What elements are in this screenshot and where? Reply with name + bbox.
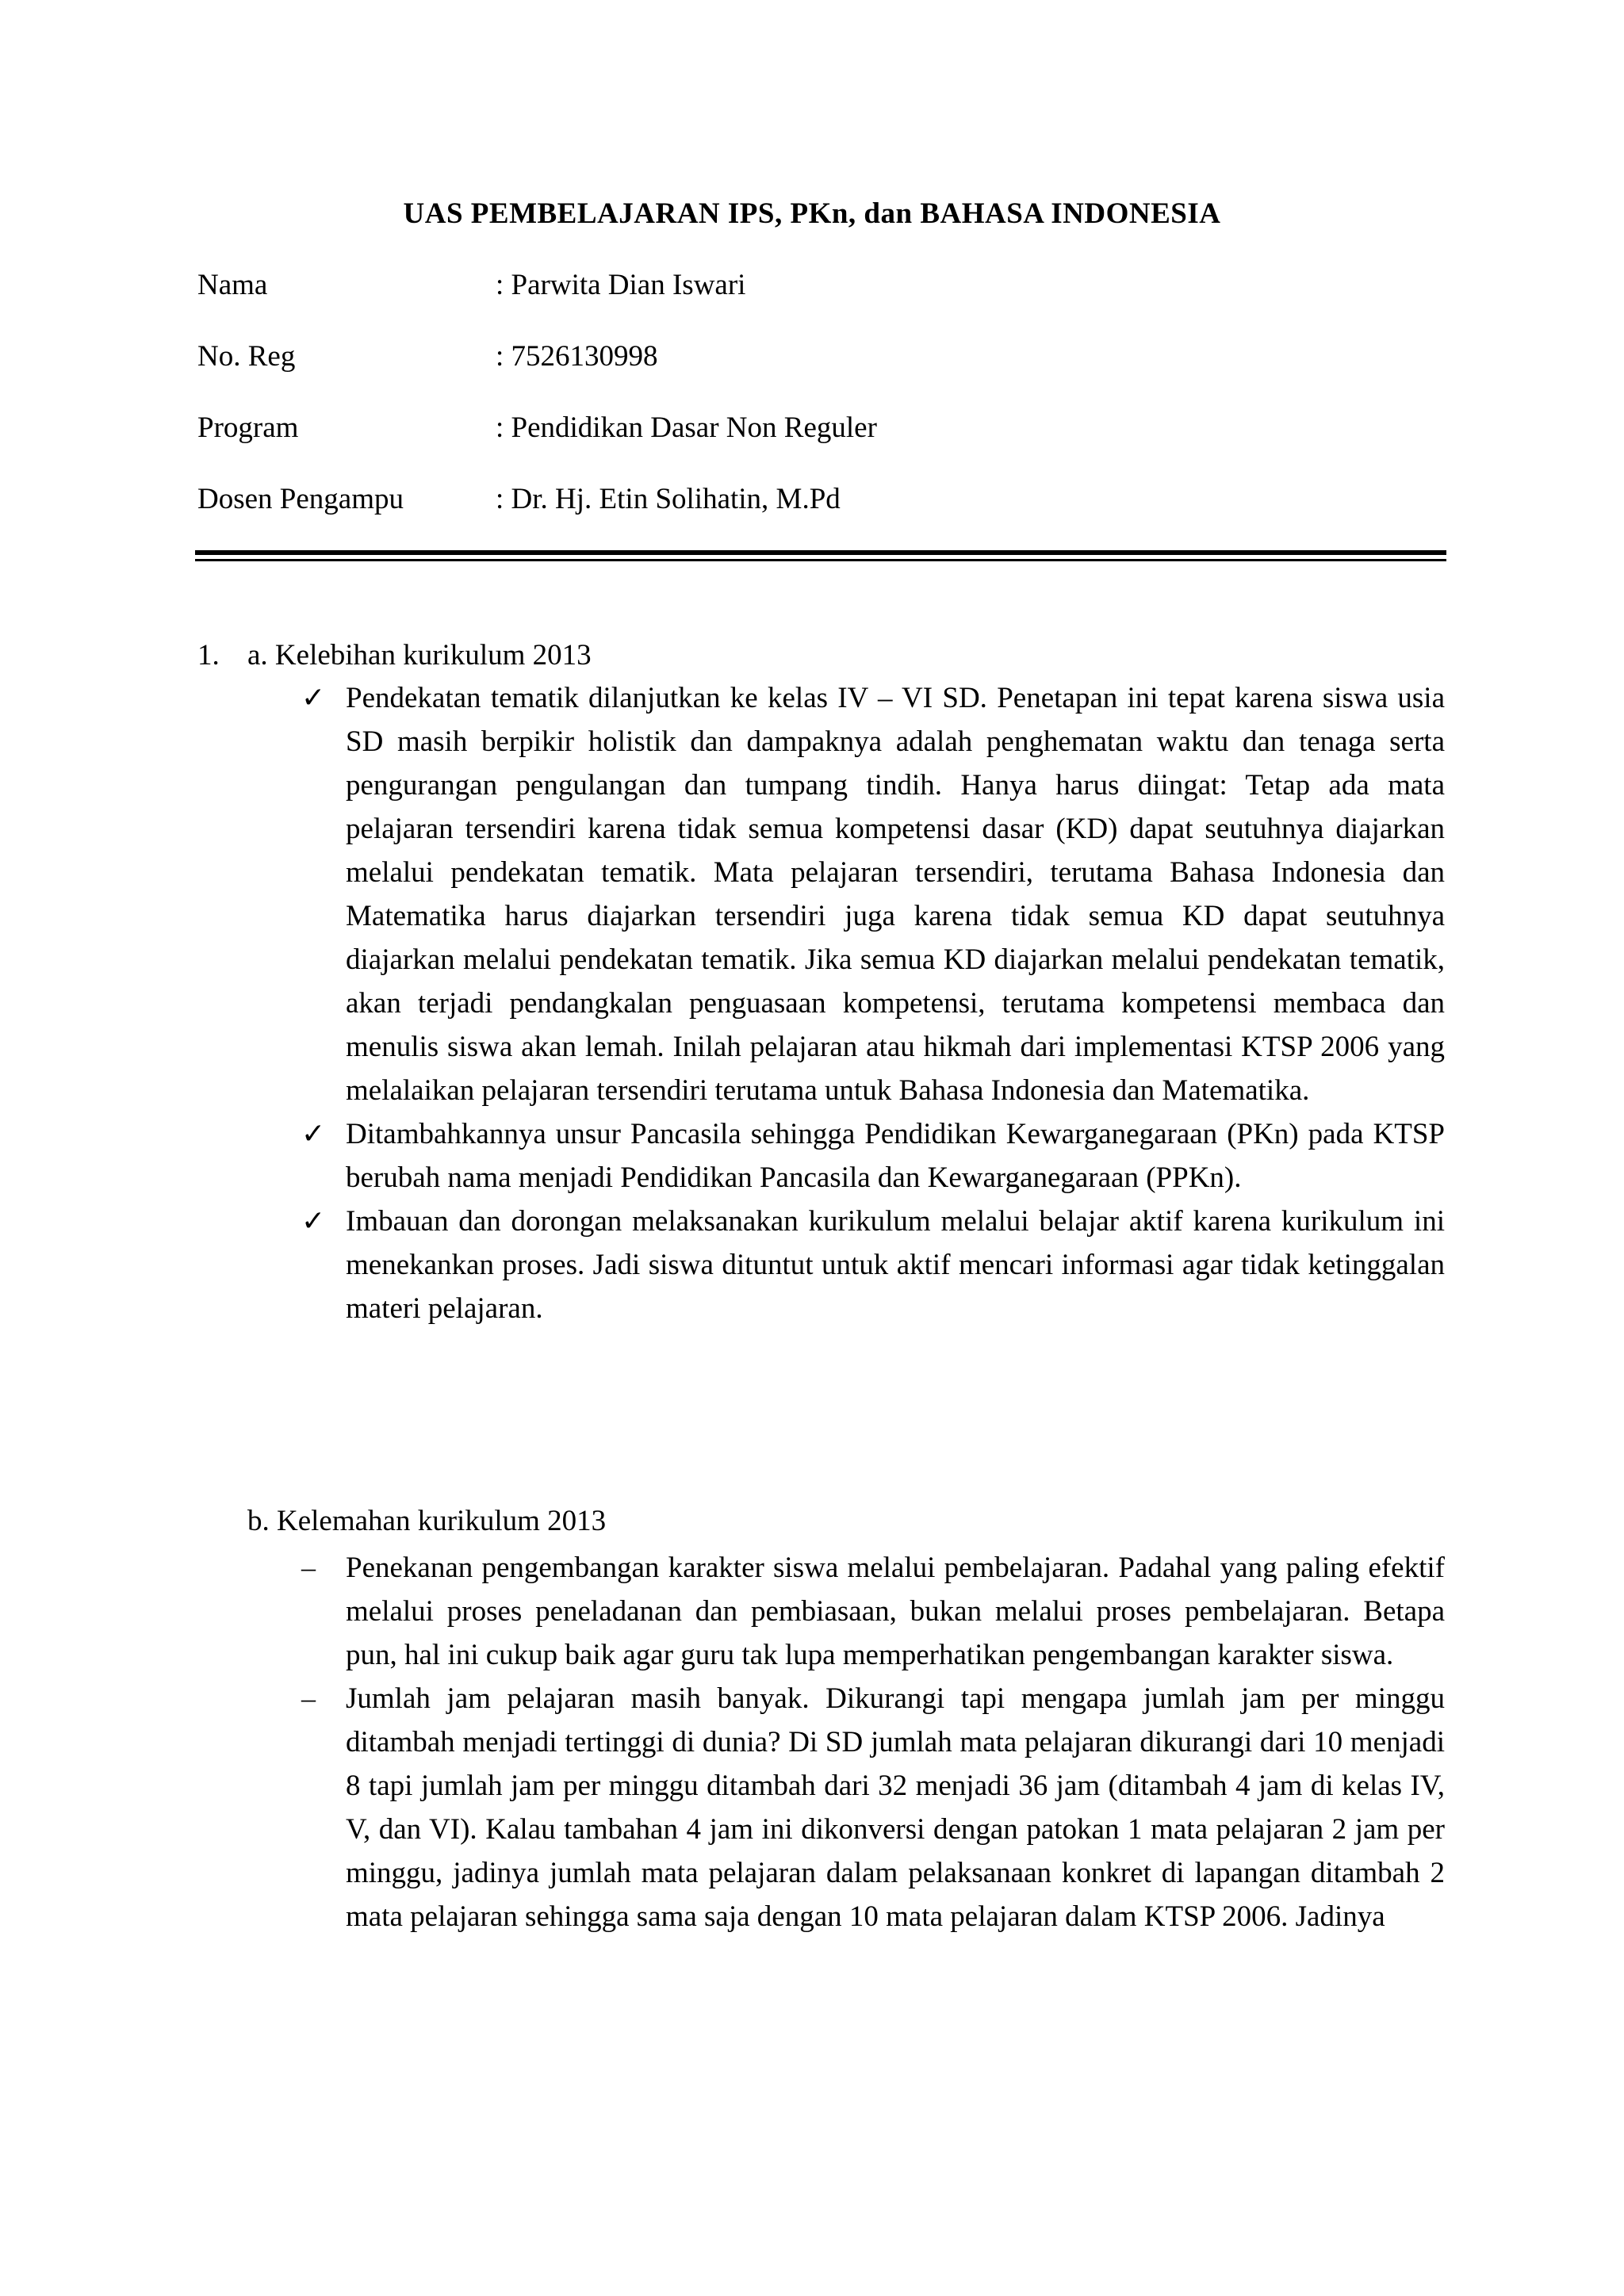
info-label: Dosen Pengampu [197, 483, 404, 515]
info-value: : Dr. Hj. Etin Solihatin, M.Pd [496, 483, 841, 515]
check-icon: ✓ [301, 1205, 326, 1237]
advantages-list [301, 676, 1445, 1330]
disadvantages-list [301, 1546, 1445, 1938]
info-value: : Pendidikan Dasar Non Reguler [496, 411, 877, 444]
info-value: : Parwita Dian Iswari [496, 269, 746, 301]
document-title: UAS PEMBELAJARAN IPS, PKn, dan BAHASA INDONESIA [403, 197, 1221, 230]
info-label: Program [197, 411, 299, 444]
list-item-text: Ditambahkannya unsur Pancasila sehingga Pendidikan Kewarganegaraan (PKn) pada KTSP berubah nama menjadi Pendidikan Pancasila dan Kewarganegaraan (PPKn). [346, 1118, 1445, 1194]
list-item [301, 1200, 1445, 1330]
list-item [301, 1546, 1445, 1677]
part-a-label: a. Kelebihan kurikulum 2013 [247, 639, 592, 672]
header-divider-thin [195, 559, 1446, 561]
info-label: No. Reg [197, 340, 296, 373]
check-icon: ✓ [301, 1118, 326, 1150]
list-item-text: Jumlah jam pelajaran masih banyak. Dikurangi tapi mengapa jumlah jam per minggu ditambah menjadi tertinggi di dunia? Di SD jumlah mata pelajaran dikurangi dari 10 menjadi 8 tapi jumlah jam per minggu ditambah dari 32 menjadi 36 jam (ditambah 4 jam di kelas IV, V, dan VI). Kalau tambahan 4 jam ini dikonversi dengan patokan 1 mata pelajaran 2 jam per minggu, jadinya jumlah mata pelajaran dalam pelaksanaan konkret di lapangan ditambah 2 mata pelajaran sehingga sama saja dengan 10 mata pelajaran dalam KTSP 2006. Jadinya [346, 1682, 1445, 1933]
list-item [301, 1112, 1445, 1200]
check-icon: ✓ [301, 682, 326, 714]
dash-icon: – [301, 1682, 316, 1714]
list-item [301, 1677, 1445, 1938]
dash-icon: – [301, 1552, 316, 1583]
header-divider-thick [195, 550, 1446, 555]
list-item [301, 676, 1445, 1112]
question-1-heading [0, 638, 1624, 673]
info-label: Nama [197, 269, 268, 301]
list-item-text: Penekanan pengembangan karakter siswa melalui pembelajaran. Padahal yang paling efektif melalui proses peneladanan dan pembiasaan, bukan melalui proses pembelajaran. Betapa pun, hal ini cukup baik agar guru tak lupa memperhatikan pengembangan karakter siswa. [346, 1552, 1445, 1671]
part-b-label: b. Kelemahan kurikulum 2013 [247, 1505, 607, 1537]
list-item-text: Imbauan dan dorongan melaksanakan kurikulum melalui belajar aktif karena kurikulum ini menekankan proses. Jadi siswa dituntut untuk aktif mencari informasi agar tidak ketinggalan materi pelajaran. [346, 1205, 1445, 1325]
part-b-heading [0, 1504, 1624, 1539]
list-item-text: Pendekatan tematik dilanjutkan ke kelas IV – VI SD. Penetapan ini tepat karena siswa usia SD masih berpikir holistik dan dampaknya adalah penghematan waktu dan tenaga serta pengurangan pengulangan dan tumpang tindih. Hanya harus diingat: Tetap ada mata pelajaran tersendiri karena tidak semua kompetensi dasar (KD) dapat seutuhnya diajarkan melalui pendekatan tematik. Mata pelajaran tersendiri, terutama Bahasa Indonesia dan Matematika harus diajarkan tersendiri juga karena tidak semua KD dapat seutuhnya diajarkan melalui pendekatan tematik. Jika semua KD diajarkan melalui pendekatan tematik, akan terjadi pendangkalan penguasaan kompetensi, terutama kompetensi membaca dan menulis siswa akan lemah. Inilah pelajaran atau hikmah dari implementasi KTSP 2006 yang melalaikan pelajaran tersendiri terutama untuk Bahasa Indonesia dan Matematika. [346, 682, 1445, 1107]
info-value: : 7526130998 [496, 340, 658, 373]
question-number: 1. [197, 639, 220, 672]
